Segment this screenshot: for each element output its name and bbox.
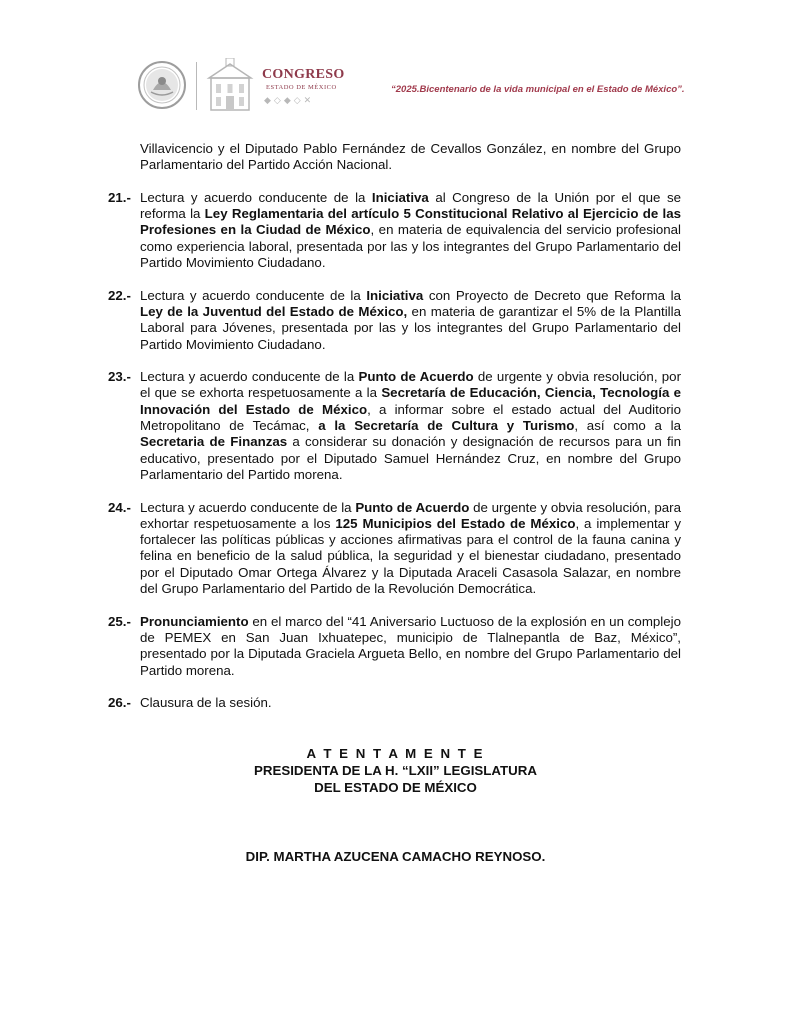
agenda-item-segment: Clausura de la sesión. [140, 695, 272, 711]
agenda-item-emphasis: Iniciativa [371, 189, 429, 205]
agenda-item [108, 190, 681, 271]
agenda-item-emphasis: Secretaría de Educación, Ciencia, Tecnología e Innovación del Estado de México [140, 385, 682, 417]
agenda-item [108, 695, 681, 711]
agenda-item-text [140, 190, 681, 271]
agenda-item-segment: en materia de garantizar el 5% de la Plantilla Laboral para Jóvenes, presentada por las y los integrantes del Grupo Parlamentario del Partido Movimiento Ciudadano. [140, 303, 681, 352]
agenda-item-number: 24.- [108, 499, 131, 515]
agenda-item [108, 614, 681, 679]
page-header [0, 0, 791, 120]
org-name: CONGRESO [262, 67, 345, 82]
header-motto: “2025.Bicentenario de la vida municipal en el Estado de México”. [391, 84, 685, 95]
agenda-item-emphasis: a la Secretaría de Cultura y Turismo [318, 418, 575, 434]
agenda-body [108, 141, 681, 728]
agenda-item-segment: , en materia de equivalencia del servicio profesional como experiencia laboral, presentada por las y los integrantes del Grupo Parlamentario del Partido Movimiento Ciudadano. [140, 222, 681, 271]
national-seal-logo [137, 60, 187, 110]
org-subtitle: ESTADO DE MÉXICO [266, 84, 337, 91]
agenda-item-segment: con Proyecto de Decreto que Reforma la [423, 287, 681, 303]
agenda-item-segment: , así como a la [574, 418, 682, 434]
agenda-item-text [140, 369, 681, 483]
agenda-item-segment: Lectura y acuerdo conducente de la [140, 369, 359, 385]
agenda-item-segment: , a informar sobre el estado actual del Auditorio Metropolitano de Tecámac, [140, 401, 681, 434]
legislative-palace-logo [205, 58, 255, 112]
agenda-item-segment: Lectura y acuerdo conducente de la [140, 499, 356, 515]
signer-entity: DEL ESTADO DE MÉXICO [314, 780, 477, 795]
agenda-item-emphasis: Secretaria de Finanzas [140, 434, 288, 450]
agenda-item-emphasis: Ley Reglamentaria del artículo 5 Constitucional Relativo al Ejercicio de las Profesiones en la Ciudad de México [140, 206, 681, 238]
agenda-item-segment: Lectura y acuerdo conducente de la [140, 287, 367, 303]
agenda-item-segment: en el marco del “41 Aniversario Luctuoso de la explosión en un complejo de PEMEX en San Juan Ixhuatepec, municipio de Tlalnepantla de Baz, México”, presentado por la Diputada Graciela Argueta Bello, en nombre del Grupo Parlamentario del Partido morena. [140, 613, 681, 678]
agenda-item-text [140, 695, 681, 711]
continuation-text: Villavicencio y el Diputado Pablo Fernández de Cevallos González, en nombre del Grupo Parlamentario del Partido Acción Nacional. [140, 141, 681, 173]
agenda-item-emphasis: Iniciativa [366, 287, 424, 303]
agenda-item-segment: al Congreso de la Unión por el que se reforma la [140, 189, 681, 222]
agenda-item-segment: Lectura y acuerdo conducente de la [140, 189, 372, 205]
agenda-item-segment: a considerar su donación y designación de recursos para un fin educativo, presentado por el Diputado Samuel Hernández Cruz, en nombre del Grupo Parlamentario del Partido morena. [140, 434, 681, 482]
org-glyph-row: ◆◇◆◇✕ [264, 95, 315, 105]
agenda-item-emphasis: Ley de la Juventud del Estado de México, [140, 303, 408, 319]
agenda-item-emphasis: 125 Municipios del Estado de México [335, 515, 576, 531]
agenda-item-number: 23.- [108, 369, 131, 385]
agenda-item-segment: de urgente y obvia resolución, por el que se exhorta respetuosamente a la [140, 369, 681, 401]
agenda-item [108, 369, 681, 483]
signer-name: DIP. MARTHA AZUCENA CAMACHO REYNOSO. [245, 849, 546, 864]
closing-salutation: A T E N T A M E N T E [306, 746, 485, 761]
agenda-item-emphasis: Punto de Acuerdo [358, 369, 474, 385]
agenda-item-text [140, 500, 681, 598]
agenda-item-segment: de urgente y obvia resolución, para exhortar respetuosamente a los [140, 499, 681, 531]
header-divider [196, 62, 197, 110]
agenda-item-number: 25.- [108, 613, 131, 629]
agenda-item-number: 21.- [108, 189, 131, 205]
agenda-item-emphasis: Punto de Acuerdo [355, 499, 470, 515]
agenda-list [108, 190, 681, 712]
agenda-item-text [140, 614, 681, 679]
agenda-item-emphasis: Pronunciamiento [140, 613, 249, 629]
agenda-item-segment: , a implementar y fortalecer las políticas públicas y acciones afirmativas para el control de la fauna canina y felina en beneficio de la salud pública, la seguridad y el bienestar ciudadano, presentado por el Diputado Omar Ortega Álvarez y la Diputada Araceli Casasola Salazar, en nombre del Grupo Parlamentario del Partido de la Revolución Democrática. [140, 515, 681, 597]
agenda-item-number: 26.- [108, 695, 131, 711]
agenda-item [108, 500, 681, 598]
signer-title: PRESIDENTA DE LA H. “LXII” LEGISLATURA [254, 763, 537, 778]
agenda-item [108, 288, 681, 353]
agenda-item-number: 22.- [108, 287, 131, 303]
agenda-item-text [140, 288, 681, 353]
